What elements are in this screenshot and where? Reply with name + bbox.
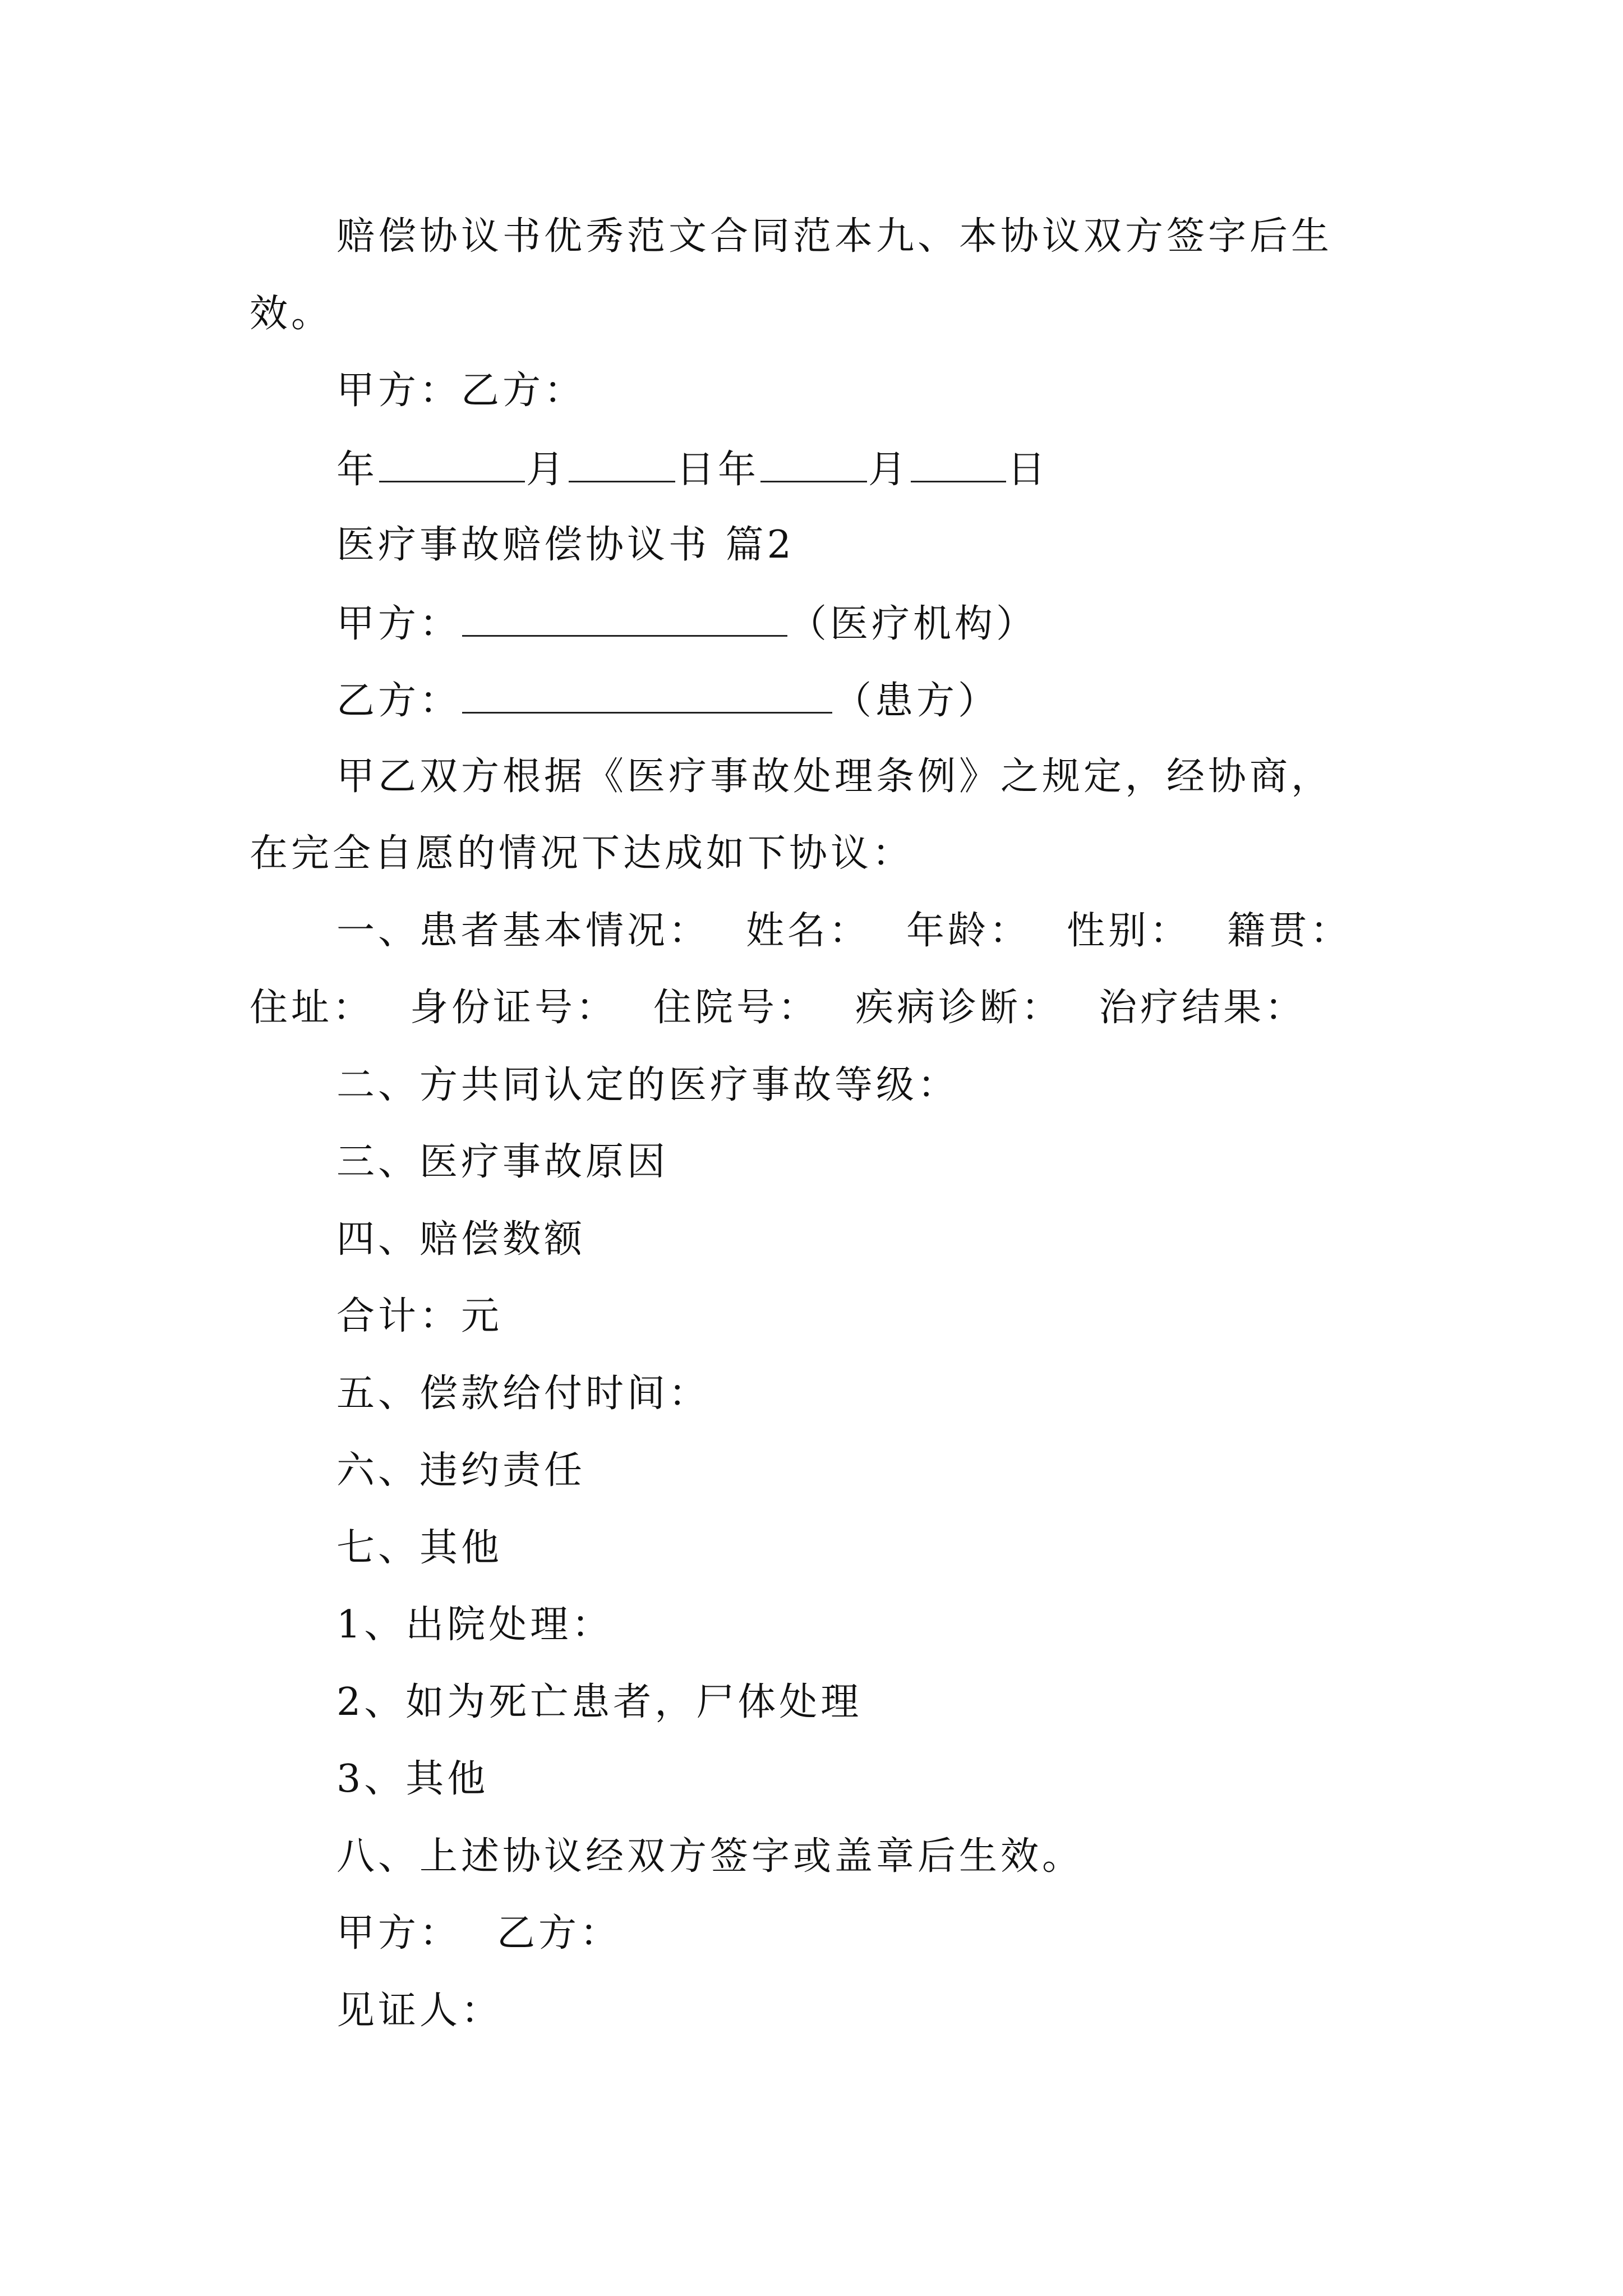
list-item: 2、如为死亡患者，尸体处理 bbox=[336, 1680, 863, 1724]
date-month-label: 月 bbox=[526, 448, 568, 492]
date-day-year-label: 日年 bbox=[676, 448, 760, 492]
party-b-blank bbox=[462, 677, 832, 714]
field-address: 住址： bbox=[250, 986, 375, 1030]
list-item: 合计：元 bbox=[336, 1294, 503, 1338]
field-name: 姓名： bbox=[746, 909, 871, 953]
party-a-line bbox=[336, 600, 1038, 647]
signature-line: 甲方：乙方： bbox=[336, 369, 586, 413]
party-a-suffix: （医疗机构） bbox=[789, 602, 1038, 646]
witness-line: 见证人： bbox=[336, 1989, 503, 2033]
paragraph-line: 甲乙双方根据《医疗事故处理条例》之规定，经协商， bbox=[336, 754, 1333, 799]
date-line bbox=[336, 446, 1049, 493]
patient-info-heading: 一、患者基本情况： bbox=[336, 909, 711, 953]
list-item: 五、偿款给付时间： bbox=[336, 1372, 711, 1416]
list-item: 六、违约责任 bbox=[336, 1448, 586, 1493]
list-item: 1、出院处理： bbox=[336, 1603, 614, 1647]
party-a-blank bbox=[462, 600, 787, 637]
sign-party-b: 乙方： bbox=[497, 1911, 622, 1955]
field-age: 年龄： bbox=[906, 909, 1031, 953]
patient-info-line bbox=[336, 909, 1352, 954]
list-item: 八、上述协议经双方签字或盖章后生效。 bbox=[336, 1834, 1084, 1879]
year-blank bbox=[379, 446, 525, 482]
date-year-label: 年 bbox=[336, 448, 379, 492]
field-id-number: 身份证号： bbox=[410, 986, 618, 1030]
field-native-place: 籍贯： bbox=[1227, 909, 1352, 953]
month-blank bbox=[569, 446, 675, 482]
paragraph-line: 赔偿协议书优秀范文合同范本九、本协议双方签字后生 bbox=[336, 214, 1333, 259]
party-a-label: 甲方： bbox=[336, 602, 462, 646]
party-b-suffix: （患方） bbox=[833, 679, 1000, 723]
field-gender: 性别： bbox=[1067, 909, 1192, 953]
date-day-label: 日 bbox=[1007, 448, 1049, 492]
list-item: 3、其他 bbox=[336, 1757, 489, 1801]
party-b-label: 乙方： bbox=[336, 679, 462, 723]
day-blank bbox=[911, 446, 1006, 482]
party-b-line bbox=[336, 677, 999, 724]
field-treatment-result: 治疗结果： bbox=[1099, 986, 1307, 1030]
field-diagnosis: 疾病诊断： bbox=[855, 986, 1063, 1030]
list-item: 二、方共同认定的医疗事故等级： bbox=[336, 1063, 960, 1107]
list-item: 四、赔偿数额 bbox=[336, 1217, 586, 1262]
list-item: 三、医疗事故原因 bbox=[336, 1140, 669, 1184]
section-title: 医疗事故赔偿协议书 篇2 bbox=[336, 523, 795, 567]
field-admission-number: 住院号： bbox=[653, 986, 820, 1030]
sign-party-a: 甲方： bbox=[336, 1911, 462, 1955]
signature-line-2 bbox=[336, 1911, 621, 1956]
patient-info-line-2 bbox=[250, 986, 1306, 1030]
month-blank-2 bbox=[760, 446, 867, 482]
list-item: 七、其他 bbox=[336, 1526, 503, 1570]
paragraph-line: 效。 bbox=[250, 292, 333, 336]
paragraph-line: 在完全自愿的情况下达成如下协议： bbox=[250, 831, 914, 876]
date-month-label-2: 月 bbox=[868, 448, 910, 492]
